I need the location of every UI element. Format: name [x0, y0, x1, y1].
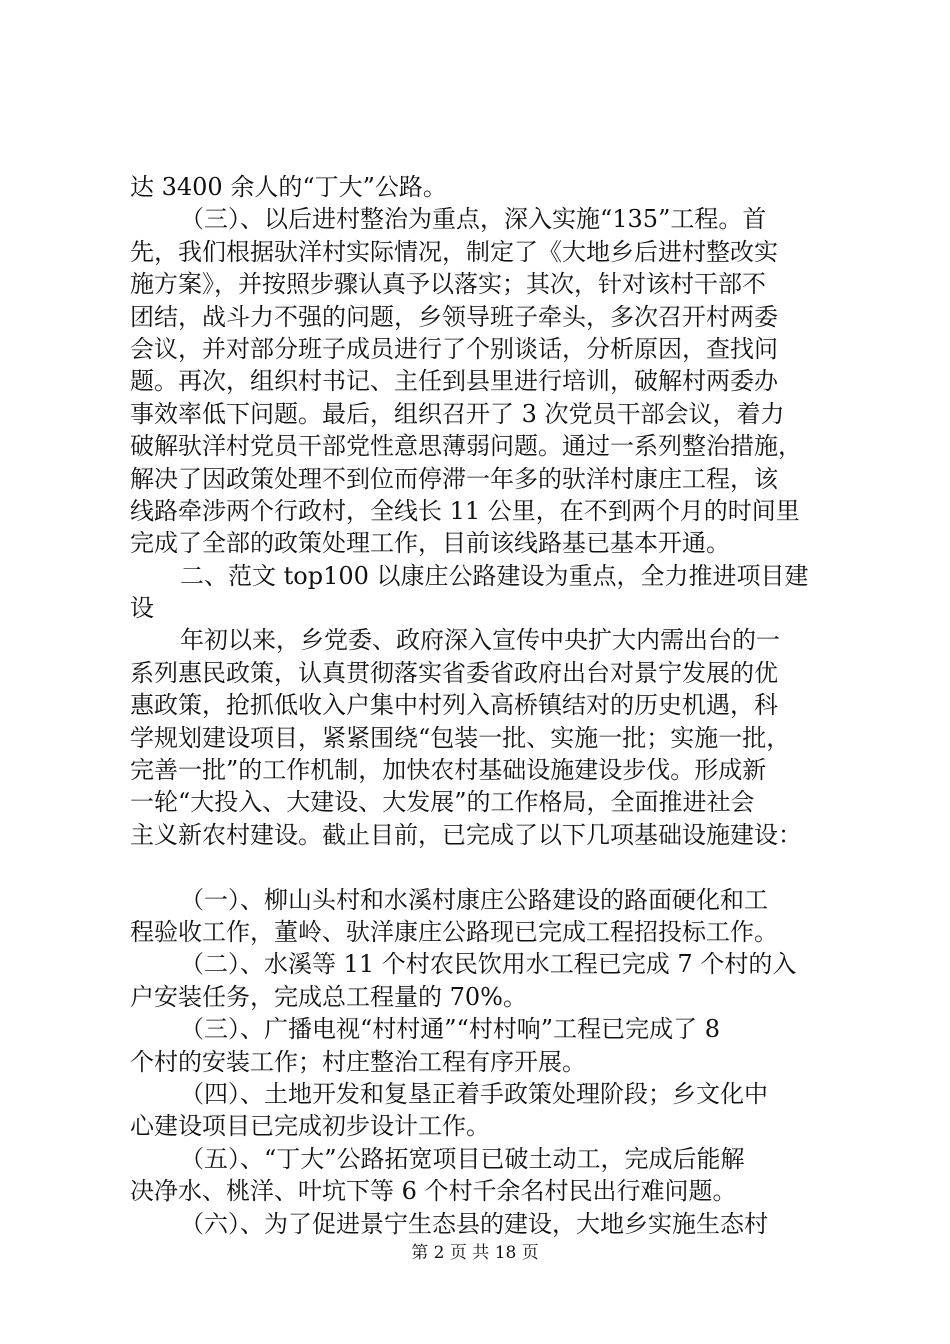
text-line: （一）、柳山头村和水溪村康庄公路建设的路面硬化和工 — [180, 885, 768, 914]
text-line: 会议，并对部分班子成员进行了个别谈话，分析原因，查找问 — [130, 334, 778, 363]
text-line: 完成了全部的政策处理工作，目前该线路基已基本开通。 — [130, 529, 730, 558]
text-line: 户安装任务，完成总工程量的 70%。 — [130, 982, 527, 1011]
text-line: 解决了因政策处理不到位而停滞一年多的驮洋村康庄工程，该 — [130, 464, 778, 493]
document-body — [130, 171, 830, 1240]
text-line: 线路牵涉两个行政村，全线长 11 公里，在不到两个月的时间里 — [130, 496, 800, 525]
page-footer: 第 2 页 共 18 页 — [411, 1243, 539, 1263]
text-line: 学规划建设项目，紧紧围绕“包装一批、实施一批；实施一批， — [130, 723, 791, 752]
text-line: 破解驮洋村党员干部党性意思薄弱问题。通过一系列整治措施， — [130, 432, 802, 461]
text-line: （二）、水溪等 11 个村农民饮用水工程已完成 7 个村的入 — [180, 950, 797, 979]
text-line: 系列惠民政策，认真贯彻落实省委省政府出台对景宁发展的优 — [130, 658, 778, 687]
text-line: 个村的安装工作；村庄整治工程有序开展。 — [130, 1047, 586, 1076]
text-line: 心建设项目已完成初步设计工作。 — [130, 1112, 490, 1141]
text-line: 题。再次，组织村书记、主任到县里进行培训，破解村两委办 — [130, 367, 778, 396]
section-heading: 设 — [130, 594, 154, 623]
text-line: 达 3400 余人的“丁大”公路。 — [130, 173, 447, 201]
text-line: 年初以来，乡党委、政府深入宣传中央扩大内需出台的一 — [180, 626, 780, 655]
text-line: （四）、土地开发和复垦正着手政策处理阶段；乡文化中 — [180, 1079, 768, 1108]
section-heading: 二、范文 top100 以康庄公路建设为重点，全力推进项目建 — [180, 561, 809, 590]
text-line: （五）、“丁大”公路拓宽项目已破土动工，完成后能解 — [180, 1144, 745, 1173]
text-line: 主义新农村建设。截止目前，已完成了以下几项基础设施建设： — [130, 820, 802, 849]
text-line: 完善一批”的工作机制，加快农村基础设施建设步伐。形成新 — [130, 756, 767, 785]
text-line: （三）、广播电视“村村通”“村村响”工程已完成了 8 — [180, 1015, 720, 1044]
text-line: 程验收工作，董岭、驮洋康庄公路现已完成工程招投标工作。 — [130, 917, 778, 946]
text-line: 先，我们根据驮洋村实际情况，制定了《大地乡后进村整改实 — [130, 237, 778, 266]
paragraph-gap — [130, 851, 830, 883]
text-line: 团结，战斗力不强的问题，乡领导班子牵头，多次召开村两委 — [130, 302, 778, 331]
text-line: 事效率低下问题。最后，组织召开了 3 次党员干部会议，着力 — [130, 399, 785, 428]
text-line: 一轮“大投入、大建设、大发展”的工作格局，全面推进社会 — [130, 788, 755, 817]
text-line: 决净水、桃洋、叶坑下等 6 个村千余名村民出行难问题。 — [130, 1177, 737, 1206]
text-line: （三）、以后进村整治为重点，深入实施“135”工程。首 — [180, 205, 767, 234]
text-line: 施方案》，并按照步骤认真予以落实；其次，针对该村干部不 — [130, 270, 766, 299]
text-line: 惠政策，抢抓低收入户集中村列入高桥镇结对的历史机遇，科 — [130, 691, 778, 720]
text-line: （六）、为了促进景宁生态县的建设，大地乡实施生态村 — [180, 1209, 768, 1238]
